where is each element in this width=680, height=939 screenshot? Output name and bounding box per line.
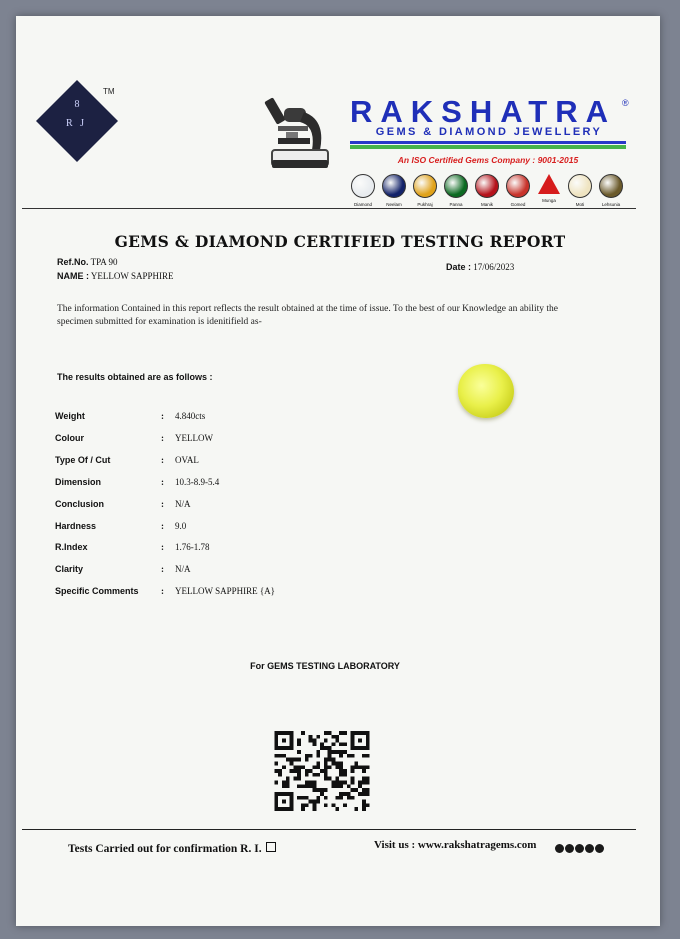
result-value: 4.840cts bbox=[175, 411, 206, 421]
facebook-icon[interactable] bbox=[555, 844, 564, 853]
gem-stone-icon bbox=[568, 174, 592, 198]
result-value: YELLOW bbox=[175, 432, 213, 443]
checkbox-icon bbox=[266, 842, 276, 852]
gem-label: Moti bbox=[575, 202, 585, 207]
gem-label: Gomed bbox=[510, 202, 526, 207]
gem-neelam bbox=[381, 174, 407, 207]
gem-stone-icon bbox=[475, 174, 499, 198]
gem-lehsunia bbox=[598, 174, 624, 207]
tests-note bbox=[68, 842, 276, 855]
gem-label: Manik bbox=[480, 202, 493, 207]
lab-signature-label: For GEMS TESTING LABORATORY bbox=[250, 661, 400, 671]
specimen-name bbox=[57, 271, 174, 281]
result-colon: : bbox=[161, 498, 164, 509]
result-colon: : bbox=[161, 564, 164, 575]
gem-stone-icon bbox=[413, 174, 437, 198]
brand-rule-green bbox=[350, 145, 626, 149]
website-link[interactable]: Visit us : www.rakshatragems.com bbox=[374, 839, 537, 851]
logo-top-letter: 8 bbox=[74, 99, 80, 110]
result-value: OVAL bbox=[175, 454, 199, 465]
result-value: 9.0 bbox=[175, 520, 187, 531]
gem-label: Diamond bbox=[353, 202, 372, 207]
gem-pukhraj bbox=[412, 174, 438, 207]
report-date bbox=[446, 262, 514, 272]
header-divider bbox=[22, 208, 636, 209]
result-label: Dimension bbox=[55, 476, 102, 487]
whatsapp-icon[interactable] bbox=[595, 844, 604, 853]
result-value: YELLOW SAPPHIRE {A} bbox=[175, 586, 275, 597]
gem-stone-icon bbox=[506, 174, 530, 198]
gem-stone-icon bbox=[599, 174, 623, 198]
result-label: Conclusion bbox=[55, 498, 104, 509]
name-label: NAME : bbox=[57, 271, 89, 281]
gem-strip bbox=[350, 174, 630, 210]
gem-munga bbox=[536, 174, 562, 203]
gem-label: Panna bbox=[449, 202, 463, 207]
result-colon: : bbox=[161, 454, 164, 465]
iso-statement: An ISO Certified Gems Company : 9001-2015 bbox=[397, 155, 579, 165]
date-value: 17/06/2023 bbox=[473, 262, 515, 272]
result-label: Clarity bbox=[55, 564, 84, 575]
result-value: 1.76-1.78 bbox=[175, 542, 210, 553]
instagram-icon[interactable] bbox=[565, 844, 574, 853]
date-label: Date : bbox=[446, 262, 472, 272]
gemstone-photo bbox=[458, 364, 514, 418]
results-heading: The results obtained are as follows : bbox=[57, 372, 213, 382]
qr-code[interactable] bbox=[273, 731, 371, 811]
result-colon: : bbox=[161, 411, 164, 421]
logo-letters: R J bbox=[66, 118, 85, 129]
gem-stone-icon bbox=[444, 174, 468, 198]
gem-moti bbox=[567, 174, 593, 207]
youtube-icon[interactable] bbox=[585, 844, 594, 853]
report-title: GEMS & DIAMOND CERTIFIED TESTING REPORT bbox=[114, 232, 566, 251]
social-icons bbox=[555, 838, 605, 857]
footer-divider bbox=[22, 829, 636, 830]
intro-paragraph: The information Contained in this report reflects the result obtained at the time of issue. To the best of our Knowledge an ability the specimen submitted for examination is idenitifield as- bbox=[57, 304, 558, 327]
brand-rule-blue bbox=[350, 141, 626, 144]
brand-name: RAKSHATRA bbox=[350, 94, 617, 129]
microscope-icon bbox=[264, 94, 334, 172]
result-label: Hardness bbox=[55, 520, 97, 531]
name-value: YELLOW SAPPHIRE bbox=[90, 271, 174, 281]
twitter-icon[interactable] bbox=[575, 844, 584, 853]
brand-subtitle: GEMS & DIAMOND JEWELLERY bbox=[375, 126, 603, 138]
ref-number bbox=[57, 257, 118, 267]
result-label: Colour bbox=[55, 432, 84, 443]
result-colon: : bbox=[161, 542, 164, 553]
result-label: Type Of / Cut bbox=[55, 454, 111, 465]
gem-panna bbox=[443, 174, 469, 207]
gem-diamond bbox=[350, 174, 376, 207]
trademark: TM bbox=[103, 87, 115, 96]
result-label: Weight bbox=[55, 411, 85, 421]
gem-label: Munga bbox=[542, 198, 556, 203]
gem-stone-icon bbox=[382, 174, 406, 198]
gem-manik bbox=[474, 174, 500, 207]
result-colon: : bbox=[161, 520, 164, 531]
gem-stone-icon bbox=[351, 174, 375, 198]
gem-stone-icon bbox=[538, 174, 560, 194]
gem-label: Lehsunia bbox=[601, 202, 621, 207]
result-colon: : bbox=[161, 586, 164, 597]
gem-label: Neelam bbox=[386, 202, 402, 207]
tests-text: Tests Carried out for confirmation R. I. bbox=[68, 843, 262, 855]
result-colon: : bbox=[161, 476, 164, 487]
result-value: N/A bbox=[175, 498, 191, 509]
ref-label: Ref.No. bbox=[57, 257, 89, 267]
result-label: Specific Comments bbox=[55, 586, 139, 597]
result-value: N/A bbox=[175, 564, 191, 575]
gem-label: Pukhraj bbox=[417, 202, 433, 207]
ref-value: TPA 90 bbox=[90, 257, 118, 267]
result-colon: : bbox=[161, 432, 164, 443]
result-value: 10.3-8.9-5.4 bbox=[175, 476, 220, 487]
registered-mark: ® bbox=[622, 98, 629, 108]
gem-gomed bbox=[505, 174, 531, 207]
result-label: R.Index bbox=[55, 542, 88, 553]
